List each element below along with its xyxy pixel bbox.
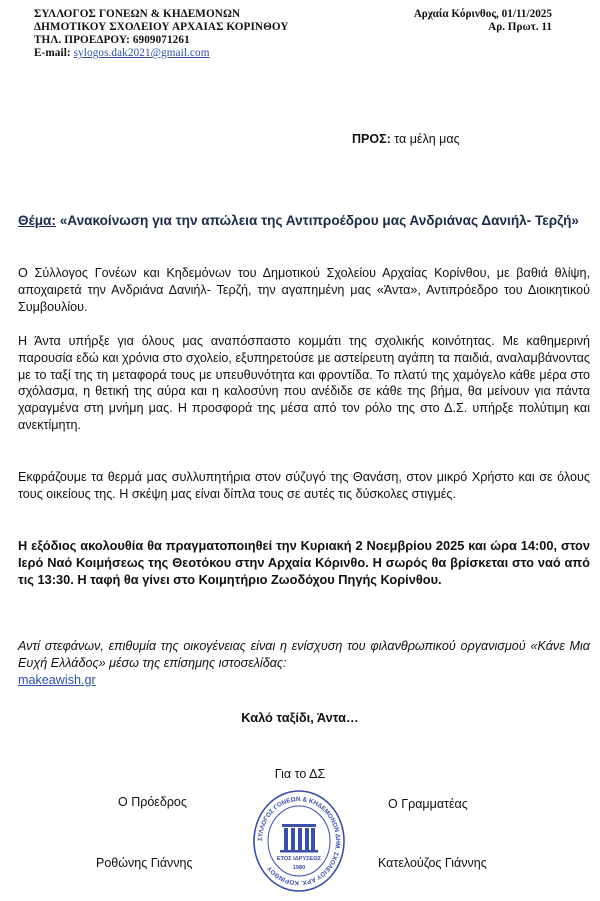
subject-line	[18, 210, 583, 231]
recipient-label: ΠΡΟΣ:	[352, 132, 391, 146]
paragraph-condolences: Εκφράζουμε τα θερμά μας συλλυπητήρια στον σύζυγό της Θανάση, στον μικρό Χρήστο και σε όλους τους οικείους της. Η σκέψη μας είναι δίπλα τους σε αυτές τις δύσκολες στιγμές.	[18, 470, 590, 501]
letterhead	[34, 8, 289, 60]
secretary-role: Ο Γραμματέας	[388, 797, 468, 811]
email-label: E-mail:	[34, 47, 74, 59]
paragraph-intro: Ο Σύλλογος Γονέων και Κηδεμόνων του Δημοτικού Σχολείου Αρχαίας Κορίνθου, με βαθιά θλίψη, αποχαιρετά την Ανδριάνα Δανιήλ- Τερζή, την αγαπημένη μας «Άντα», Αντιπρόεδρο του Διοικητικού Συμβουλίου.	[18, 266, 590, 314]
paragraph-donation	[18, 638, 590, 688]
president-phone: ΤΗΛ. ΠΡΟΕΔΡΟΥ: 6909071261	[34, 34, 190, 46]
place-date: Αρχαία Κόρινθος, 01/11/2025	[413, 8, 552, 20]
date-protocol-block	[414, 8, 552, 34]
farewell-line: Καλό ταξίδι, Άντα…	[241, 710, 359, 725]
seal-ring-text: ΣΥΛΛΟΓΟΣ ΓΟΝΕΩΝ & ΚΗΔΕΜΟΝΩΝ ΔΗΜ. ΣΧΟΛΕΙΟΥ ΑΡΧ. ΚΟΡΙΝΘΟΥ	[256, 795, 342, 887]
seal-caption: ΕΤΟΣ ΙΔΡΥΣΕΩΣ	[276, 856, 322, 862]
makeawish-link[interactable]: makeawish.gr	[18, 672, 96, 687]
org-name-line2: ΔΗΜΟΤΙΚΟΥ ΣΧΟΛΕΙΟΥ ΑΡΧΑΙΑΣ ΚΟΡΙΝΘΟΥ	[34, 21, 289, 33]
subject-text: «Ανακοίνωση για την απώλεια της Αντιπροέδρου μας Ανδριάνας Δανιήλ- Τερζή»	[55, 213, 579, 228]
email-line	[34, 47, 289, 60]
association-seal	[252, 786, 346, 896]
seal-year: 1980	[292, 865, 306, 871]
president-role: Ο Πρόεδρος	[118, 795, 187, 809]
for-board-label: Για το ΔΣ	[274, 767, 326, 781]
recipient-value: τα μέλη μας	[390, 132, 460, 146]
paragraph-funeral-info: Η εξόδιος ακολουθία θα πραγματοποιηθεί την Κυριακή 2 Νοεμβρίου 2025 και ώρα 14:00, στον Ιερό Ναό Κοιμήσεως της Θεοτόκου στην Αρχαία Κόρινθο. Η σωρός θα βρίσκεται στο ναό από τις 13:30. Η ταφή θα γίνει στο Κοιμητήριο Ζωοδόχου Πηγής Κορίνθου.	[18, 538, 590, 587]
subject-label: Θέμα:	[18, 213, 56, 228]
temple-icon	[280, 824, 318, 853]
email-link[interactable]: sylogos.dak2021@gmail.com	[73, 47, 210, 59]
donation-text: Αντί στεφάνων, επιθυμία της οικογένειας είναι η ενίσχυση του φιλανθρωπικού οργανισμού «Κάνε Μια Ευχή Ελλάδος» μέσω της επίσημης ιστοσελίδας:	[18, 639, 590, 670]
secretary-name: Κατελούζος Γιάννης	[378, 856, 487, 870]
president-name: Ροθώνης Γιάννης	[96, 856, 193, 870]
recipient-line	[352, 132, 460, 146]
paragraph-tribute: Η Άντα υπήρξε για όλους μας αναπόσπαστο κομμάτι της σχολικής κοινότητας. Με καθημερινή παρουσία εδώ και χρόνια στο σχολείο, εξυπηρετούσε με αστείρευτη αγάπη τα παιδιά, αναλαμβάνοντας με το ταξί της τη μεταφορά τους με υπευθυνότητα και φροντίδα. Το πλατύ της χαμόγελο κάθε μέρα στο σχόλασμα, η θετική της αύρα και η καλοσύνη που ανέδιδε σε κάθε της βήμα, θα μείνουν για πάντα χαραγμένα στη μνήμη μας. Η προσφορά της μέσα από τον ρόλο της στο Δ.Σ. υπήρξε πολύτιμη και ανεκτίμητη.	[18, 334, 590, 432]
protocol-number: Αρ. Πρωτ. 11	[488, 21, 552, 33]
seal-graphic	[252, 786, 346, 896]
org-name-line1: ΣΥΛΛΟΓΟΣ ΓΟΝΕΩΝ & ΚΗΔΕΜΟΝΩΝ	[34, 8, 241, 20]
